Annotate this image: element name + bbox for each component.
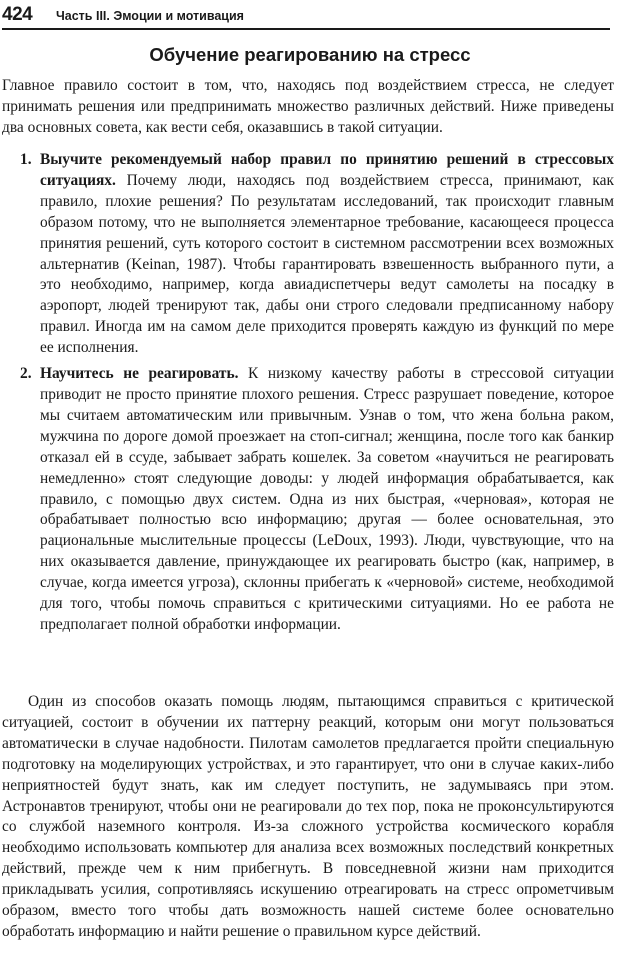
page-number: 424	[2, 4, 33, 25]
intro-paragraph: Главное правило состоит в том, что, находясь под воздействием стресса, не следует принимать решения или предпринимать множество различных действий. Ниже приведены два основных совета, как вести себя, оказавшись в такой ситуации.	[2, 77, 614, 136]
list-item-text: Почему люди, находясь под воздействием стресса, принимают, как правило, плохие решения? По результатам исследований, так происходит главным образом потому, что не выполняется элементарное требование, касающееся процесса принятия решений, суть которого состоит в системном рассмотрении всех возможных альтернатив (Keinan, 1987). Чтобы гарантировать взвешенность выбранного пути, а это необходимо, например, когда авиадиспетчеры ведут самолеты на посадку в аэропорт, людей тренируют так, дабы они строго следовали предписанному набору правил. Иногда им на самом деле приходится проверять каждую из функций по мере ее исполнения.	[40, 171, 614, 357]
closing-paragraph: Один из способов оказать помощь людям, пытающимся справиться с критической ситуацией, состоит в обучении их паттерну реакций, которым они могут пользоваться автоматически в случае надобности. Пилотам самолетов предлагается пройти специальную подготовку на моделирующих устройствах, и это гарантирует, что они в случае каких-либо неприятностей будут знать, как им следует поступить, не задумываясь при этом. Астронавтов тренируют, чтобы они не реагировали до тех пор, пока не проконсультируются со службой наземного контроля. Из-за сложного устройства космического корабля необходимо использовать компьютер для анализа всех возможных последствий конкретных действий, прежде чем к ним прибегнуть. В повседневной жизни нам приходится прикладывать усилия, сопротивляясь искушению отреагировать на стресс опрометчивым образом, вместо того чтобы дать возможность нашей системе более основательно обработать информацию и найти решение о правильном курсе действий.	[2, 693, 614, 940]
advice-list	[20, 150, 614, 636]
part-title: Часть III. Эмоции и мотивация	[56, 9, 244, 23]
list-item-lead: Научитесь не реагировать.	[40, 365, 249, 383]
list-item	[20, 150, 614, 359]
list-item-number: 2.	[20, 365, 32, 383]
list-item-text: К низкому качеству работы в стрессовой ситуации приводит не просто принятие плохого решения. Стресс разрушает поведение, которое мы считаем автоматическим или привычным. Узнав о том, что жена больна раком, мужчина по дороге домой проезжает на стоп-сигнал; женщина, после того как банкир отказал ей в ссуде, забывает забрать кошелек. За советом «научиться не реагировать немедленно» стоят следующие доводы: у людей информация обрабатывается, как правило, с помощью двух систем. Одна из них быстрая, «черновая», которая не обрабатывает полностью всю информацию; другая — более основательная, это рациональные мыслительные процессы (LeDoux, 1993). Люди, чувствующие, что на них оказывается давление, принуждающее их реагировать быстро (как, например, в случае, когда имеется угроза), склонны прибегать к «черновой» системе, необходимой для того, чтобы помочь справиться с критическими ситуациями. Но ее работа не предполагает полной обработки информации.	[40, 365, 614, 633]
list-item-lead: Выучите рекомендуемый набор правил по принятию решений в стрессовых ситуациях.	[40, 151, 614, 189]
running-header	[2, 4, 610, 30]
list-item-number: 1.	[20, 151, 32, 168]
list-item	[20, 364, 614, 636]
section-heading: Обучение реагированию на стресс	[149, 44, 471, 65]
